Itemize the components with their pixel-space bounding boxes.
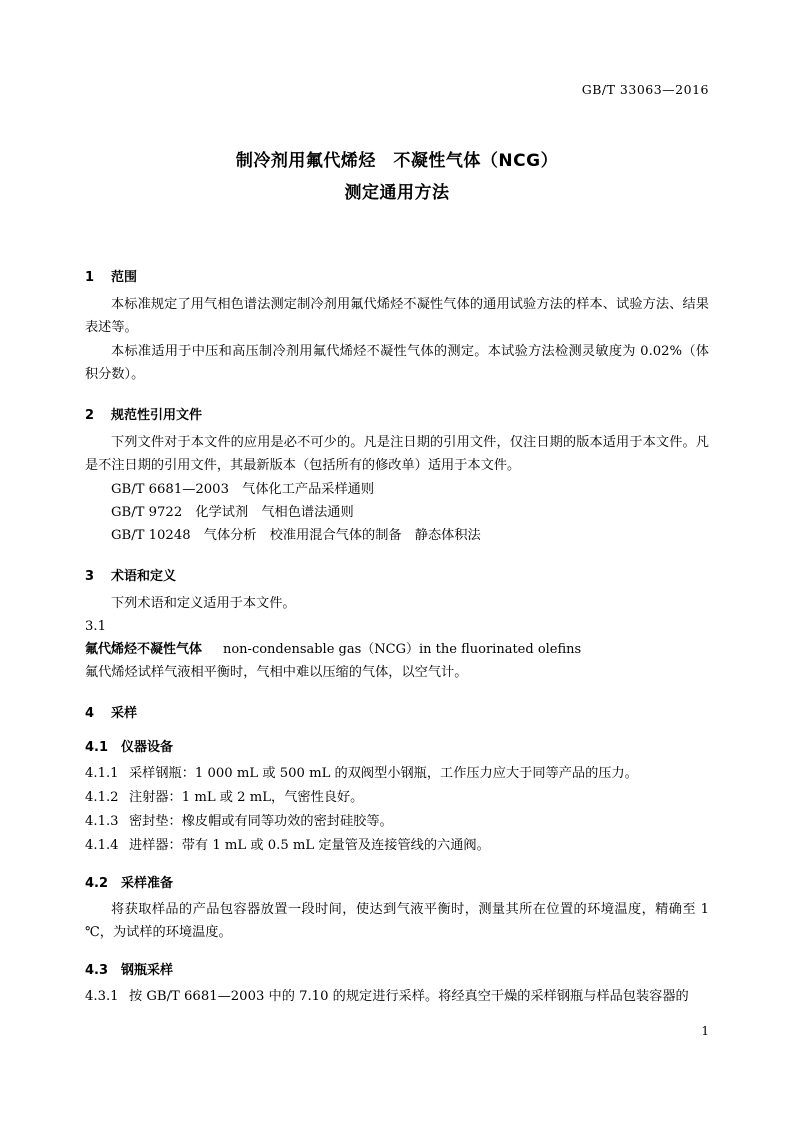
clause-item bbox=[85, 762, 709, 785]
section-heading-1 bbox=[85, 266, 709, 285]
clause-item bbox=[85, 810, 709, 833]
subsection-heading-4-2 bbox=[85, 872, 709, 891]
section-3-label: 术语和定义 bbox=[111, 569, 177, 584]
section-3-number: 3 bbox=[85, 569, 95, 584]
clause-text: 注射器：1 mL 或 2 mL，气密性良好。 bbox=[129, 790, 364, 805]
clause-text: 进样器：带有 1 mL 或 0.5 mL 定量管及连接管线的六通阀。 bbox=[129, 838, 490, 853]
title-line-2: 测定通用方法 bbox=[344, 183, 450, 203]
clause-label: 4.1.3 bbox=[85, 814, 119, 829]
clause-item bbox=[85, 834, 709, 857]
clause-label: 4.1.1 bbox=[85, 766, 119, 781]
subsection-4-3-label: 钢瓶采样 bbox=[121, 963, 174, 978]
clause-text: 密封垫：橡皮帽或有同等功效的密封硅胶等。 bbox=[129, 814, 393, 829]
section-2-number: 2 bbox=[85, 408, 95, 423]
section-1-label: 范围 bbox=[111, 270, 138, 285]
clause-label: 4.1.4 bbox=[85, 838, 119, 853]
term-english: non-condensable gas（NCG）in the fluorinated olefins bbox=[222, 642, 582, 657]
subsection-4-2-number: 4.2 bbox=[85, 876, 109, 891]
section-1-paragraph-2: 本标准适用于中压和高压制冷剂用氟代烯烃不凝性气体的测定。本试验方法检测灵敏度为 0.02%（体积分数）。 bbox=[85, 344, 709, 382]
subsection-4-3-number: 4.3 bbox=[85, 963, 109, 978]
document-title bbox=[0, 145, 794, 209]
term-chinese: 氟代烯烃不凝性气体 bbox=[85, 642, 203, 657]
section-2-label: 规范性引用文件 bbox=[111, 408, 203, 423]
subsection-heading-4-3 bbox=[85, 959, 709, 978]
clause-label: 4.1.2 bbox=[85, 790, 119, 805]
page-number: 1 bbox=[701, 1024, 709, 1038]
section-1-number: 1 bbox=[85, 270, 95, 285]
normative-reference: GB/T 6681—2003 气体化工产品采样通则 bbox=[111, 482, 375, 497]
normative-reference: GB/T 10248 气体分析 校准用混合气体的制备 静态体积法 bbox=[111, 528, 481, 543]
subsection-4-1-label: 仪器设备 bbox=[121, 740, 174, 755]
clause-item bbox=[85, 786, 709, 809]
subsection-heading-4-1 bbox=[85, 736, 709, 755]
section-2-paragraph-1: 下列文件对于本文件的应用是必不可少的。凡是注日期的引用文件，仅注日期的版本适用于本文件。凡是不注日期的引用文件，其最新版本（包括所有的修改单）适用于本文件。 bbox=[85, 435, 709, 473]
clause-label: 4.3.1 bbox=[85, 989, 119, 1004]
subsection-4-1-number: 4.1 bbox=[85, 740, 109, 755]
section-heading-2 bbox=[85, 404, 709, 423]
subsection-4-2-label: 采样准备 bbox=[121, 876, 174, 891]
standard-number-header: GB/T 33063—2016 bbox=[581, 82, 709, 97]
clause-text: 采样钢瓶：1 000 mL 或 500 mL 的双阀型小钢瓶，工作压力应大于同等产品的压力。 bbox=[129, 766, 638, 781]
title-line-1: 制冷剂用氟代烯烃 不凝性气体（NCG） bbox=[235, 151, 559, 171]
term-number: 3.1 bbox=[85, 619, 106, 634]
section-4-number: 4 bbox=[85, 706, 95, 721]
document-body bbox=[85, 248, 709, 1009]
clause-item bbox=[85, 985, 709, 1008]
term-entry bbox=[85, 638, 709, 661]
section-heading-4 bbox=[85, 702, 709, 721]
section-heading-3 bbox=[85, 565, 709, 584]
clause-text: 按 GB/T 6681—2003 中的 7.10 的规定进行采样。将经真空干燥的采样钢瓶与样品包装容器的 bbox=[129, 989, 689, 1004]
section-4-label: 采样 bbox=[111, 706, 138, 721]
section-1-paragraph-1: 本标准规定了用气相色谱法测定制冷剂用氟代烯烃不凝性气体的通用试验方法的样本、试验方法、结果表述等。 bbox=[85, 297, 709, 335]
normative-reference: GB/T 9722 化学试剂 气相色谱法通则 bbox=[111, 505, 354, 520]
section-3-paragraph-1: 下列术语和定义适用于本文件。 bbox=[111, 596, 296, 611]
subsection-4-2-paragraph: 将获取样品的产品包容器放置一段时间，使达到气液平衡时，测量其所在位置的环境温度，精确至 1 ℃，为试样的环境温度。 bbox=[85, 902, 709, 940]
term-definition: 氟代烯烃试样气液相平衡时，气相中难以压缩的气体，以空气计。 bbox=[85, 665, 468, 680]
